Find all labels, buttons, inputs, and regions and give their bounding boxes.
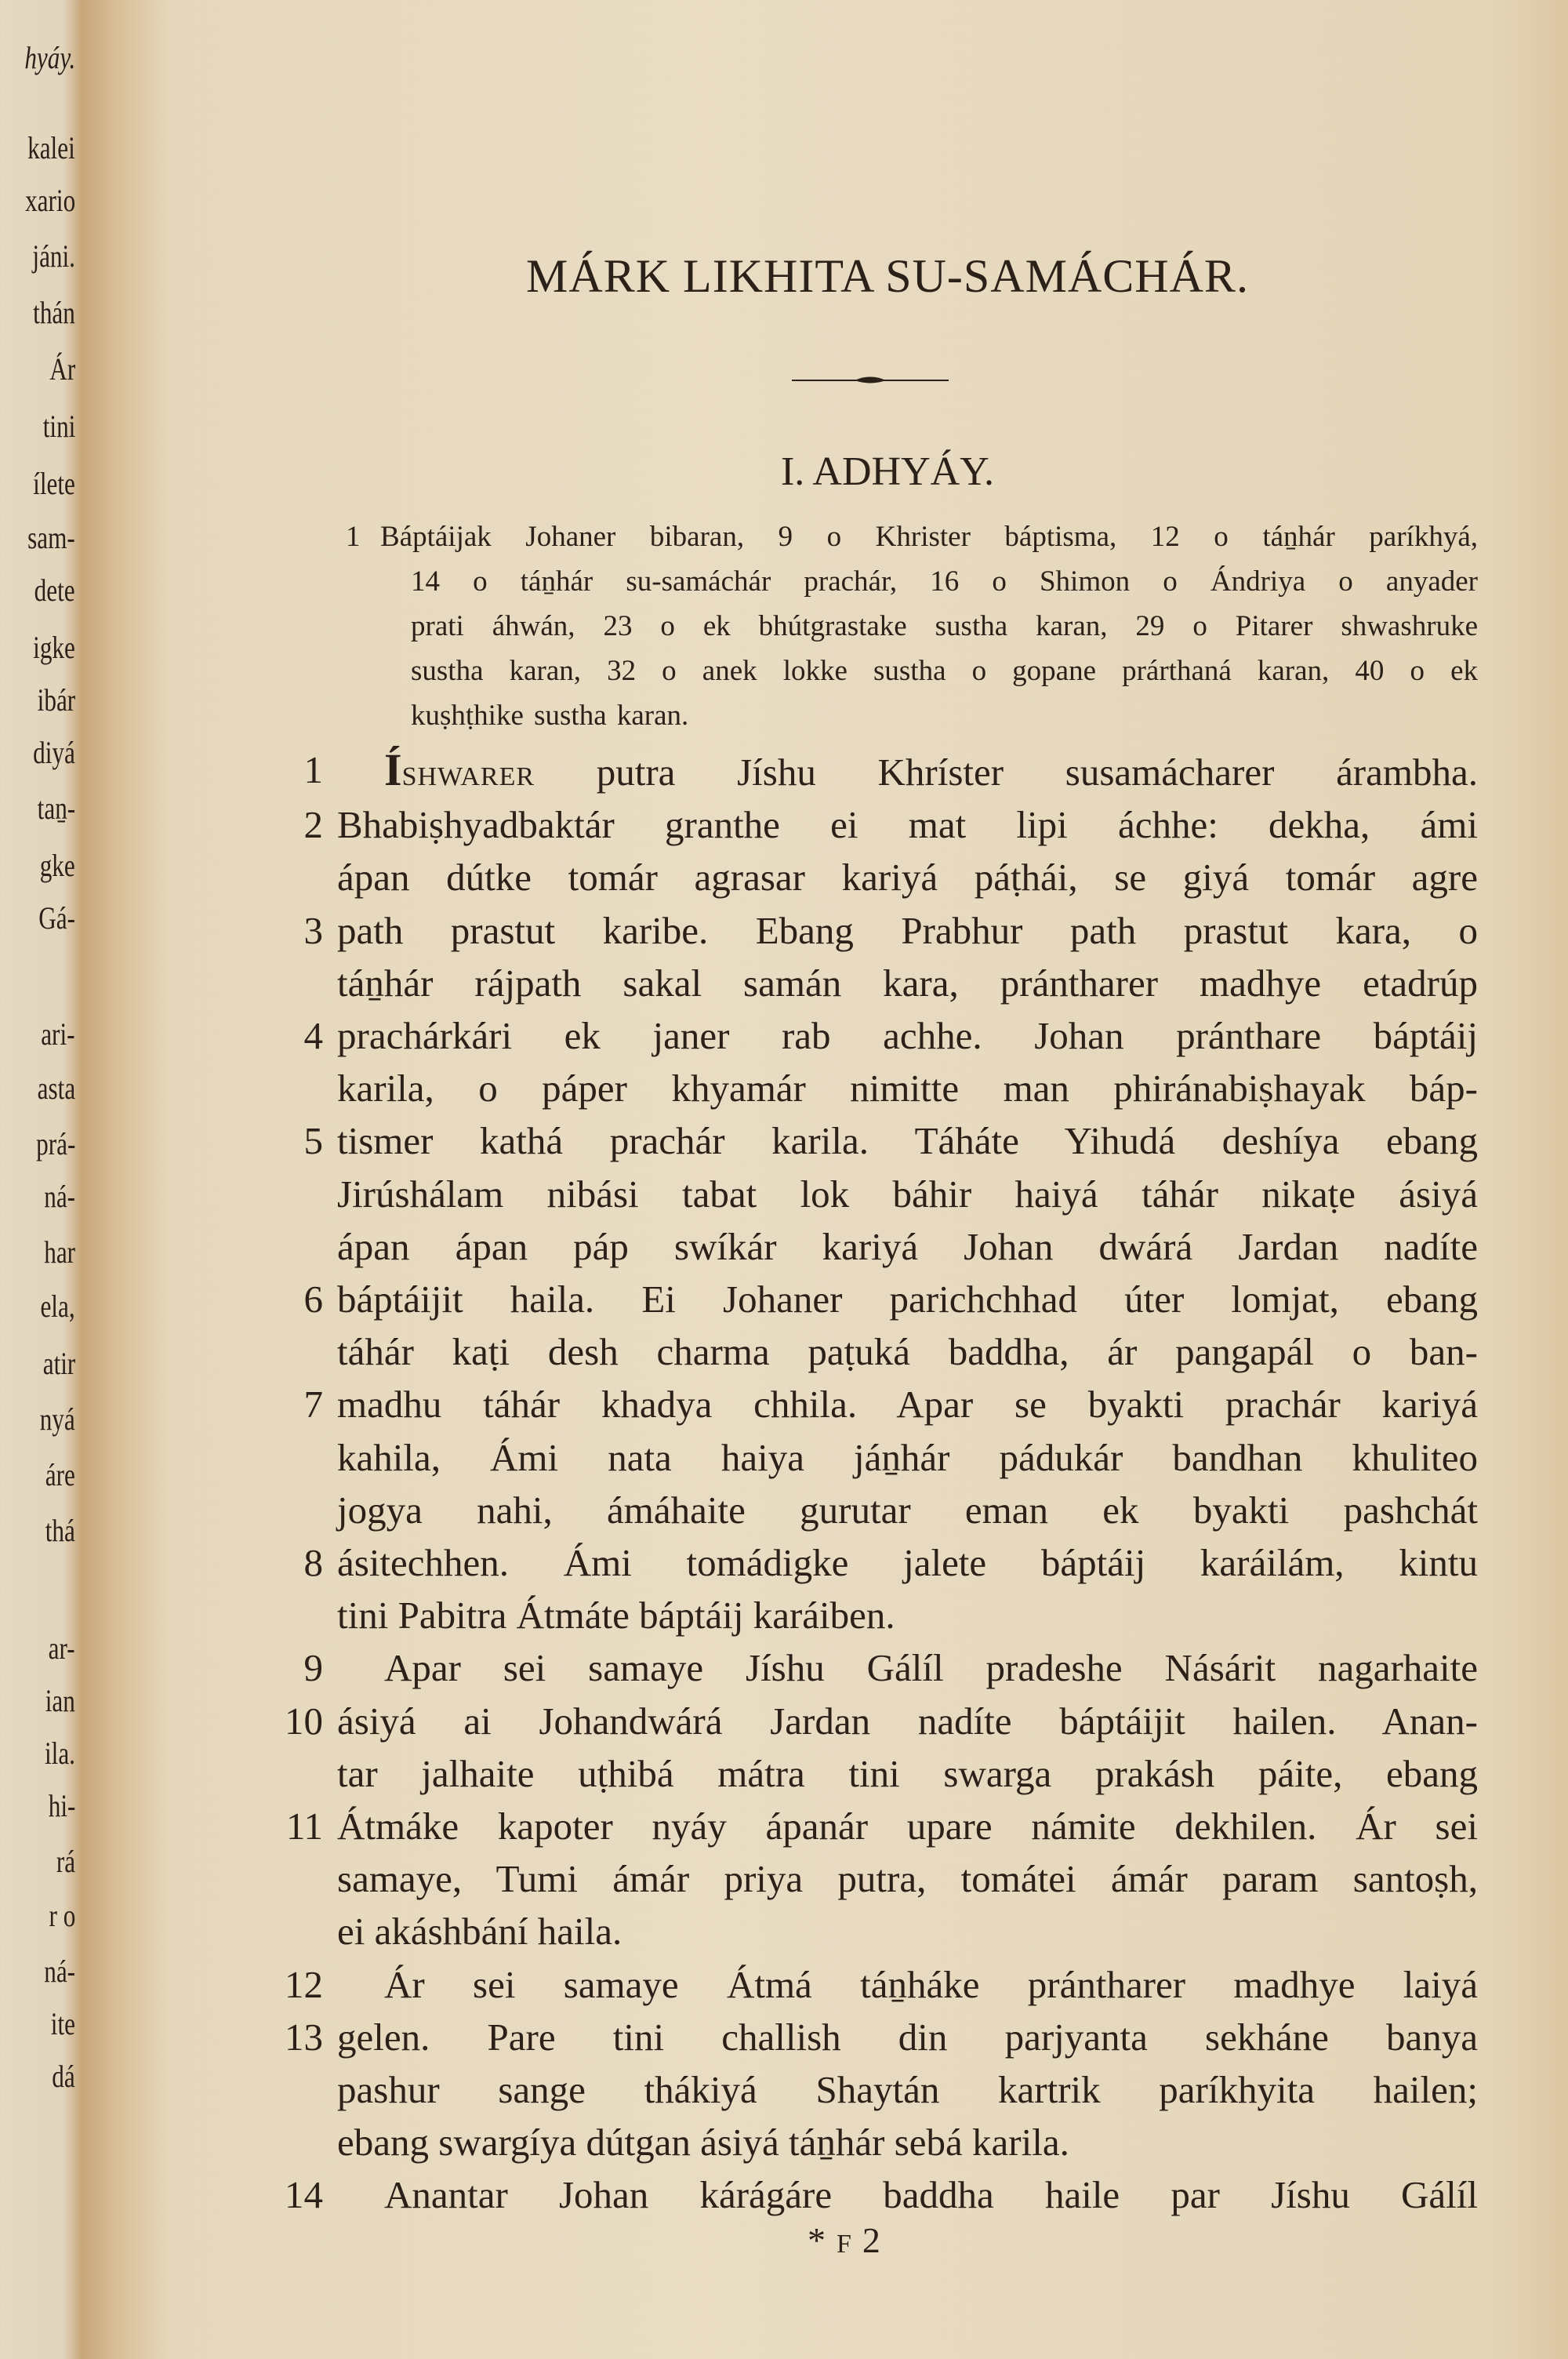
verse-number	[260, 1852, 337, 1905]
verse-number: 13	[285, 2015, 323, 2059]
verse-number: 1	[303, 748, 323, 791]
fragment: har	[44, 1234, 75, 1270]
text-line: ei akáshbání haila.	[337, 1910, 622, 1954]
fragment: rá	[56, 1844, 75, 1879]
verse-number	[260, 1431, 337, 1484]
text-line: ápan dútke tomár agrasar kariyá páṭhái, se giyá tomár agre	[337, 856, 1478, 900]
verse-number: 8	[303, 1541, 323, 1585]
summary-line: prati áhwán, 23 o ek bhútgrastake sustha karan, 29 o Pitarer shwashruke	[411, 610, 1478, 642]
facing-page-fragments	[0, 0, 75, 2359]
fragment: dete	[34, 572, 75, 608]
signature-letter: F	[837, 2230, 851, 2259]
text-line: tismer kathá prachár karila. Táháte Yihudá deshíya ebang	[337, 1119, 1478, 1163]
text-line: táṉhár rájpath sakal samán kara, prántharer madhye etadrúp	[337, 961, 1478, 1005]
fragment: áre	[45, 1457, 75, 1492]
verse-number	[260, 1325, 337, 1378]
text-line: tini Pabitra Átmáte báptáij karáiben.	[337, 1594, 895, 1637]
text-line: kahila, Ámi nata haiya jáṉhár pádukár bandhan khuliteo	[337, 1435, 1478, 1479]
text-line: Ár sei samaye Átmá táṉháke prántharer madhye laiyá	[384, 1962, 1478, 2006]
text-line: ásiyá ai Johandwárá Jardan nadíte báptáijit hailen. Anan-	[337, 1699, 1478, 1743]
fragment: asta	[37, 1070, 75, 1106]
fragment: ela,	[40, 1289, 75, 1324]
fragment: ílete	[33, 466, 75, 501]
fragment: tini	[42, 409, 75, 444]
summary-line: Báptáijak Johaner bibaran, 9 o Khrister báptisma, 12 o táṉhár paríkhyá,	[380, 521, 1478, 553]
fragment: sam-	[27, 520, 75, 555]
summary-line: kuṣhṭhike sustha karan.	[411, 700, 689, 732]
fragment: r o	[49, 1898, 75, 1933]
verse-number	[260, 2116, 337, 2168]
fragment: ian	[45, 1683, 75, 1718]
summary-line: sustha karan, 32 o anek lokke sustha o gopane prárthaná karan, 40 o ek	[411, 655, 1478, 687]
verse-number	[260, 1220, 337, 1273]
text-line: ebang swargíya dútgan ásiyá táṉhár sebá karila.	[337, 2121, 1069, 2165]
summary-number: 1	[346, 521, 361, 553]
text-line: madhu táhár khadya chhila. Apar se byakti prachár kariyá	[337, 1383, 1478, 1427]
text-line: Apar sei samaye Jíshu Gálíl pradeshe Násárit nagarhaite	[384, 1646, 1478, 1690]
fragment: Gá-	[38, 900, 75, 936]
fragment: ar-	[48, 1630, 75, 1666]
verse-number	[260, 1062, 337, 1114]
small-caps-word: shwarer	[401, 751, 535, 794]
verse-number	[260, 851, 337, 903]
text-line: Átmáke kapoter nyáy ápanár upare námite dekhilen. Ár sei	[337, 1805, 1478, 1848]
fragment: kalei	[27, 130, 75, 165]
fragment: igke	[33, 630, 75, 665]
signature-mark	[808, 2219, 880, 2261]
fragment: gke	[39, 848, 75, 883]
fragment: taṉ-	[37, 791, 75, 826]
verse-number: 6	[303, 1278, 323, 1321]
text-line: gelen. Pare tini challish din parjyanta sekháne banya	[337, 2015, 1478, 2059]
verse-number: 14	[285, 2173, 323, 2217]
text-line: karila, o páper khyamár nimitte man phiránabiṣhayak báp-	[337, 1067, 1478, 1110]
footer-star: *	[808, 2220, 826, 2260]
text-line: samaye, Tumi ámár priya putra, tomátei ámár param santoṣh,	[337, 1857, 1478, 1901]
text-line: path prastut karibe. Ebang Prabhur path prastut kara, o	[337, 908, 1478, 952]
page-title: MÁRK LIKHITA SU-SAMÁCHÁR.	[526, 250, 1249, 302]
text-line: jogya nahi, ámáhaite gurutar eman ek byakti pashchát	[337, 1488, 1478, 1532]
text-line: táhár kaṭi desh charma paṭuká baddha, ár pangapál o ban-	[337, 1330, 1478, 1374]
text-line-rest: putra Jíshu Khríster susamácharer árambha.	[535, 751, 1478, 794]
fragment: ná-	[44, 1954, 75, 1989]
text-line: ápan ápan páp swíkár kariyá Johan dwárá Jardan nadíte	[337, 1224, 1478, 1268]
fragment: dá	[52, 2059, 75, 2094]
fragment: hi-	[48, 1788, 75, 1823]
fragment: ari-	[41, 1016, 75, 1052]
verse-number	[260, 2063, 337, 2116]
verse-number: 12	[285, 1962, 323, 2006]
verse-number: 10	[285, 1699, 323, 1743]
verse-number	[260, 1168, 337, 1220]
verse-number	[260, 1484, 337, 1536]
fragment: nyá	[39, 1401, 75, 1437]
fragment: ite	[50, 2006, 75, 2041]
text-line: tar jalhaite uṭhibá mátra tini swarga prakásh páite, ebang	[337, 1751, 1478, 1795]
fragment: thá	[45, 1513, 75, 1548]
text-line: pashur sange thákiyá Shaytán kartrik paríkhyita hailen;	[337, 2068, 1478, 2112]
summary-line: 14 o táṉhár su-samáchár prachár, 16 o Shimon o Ándriya o anyader	[411, 565, 1478, 598]
text-line: Anantar Johan kárágáre baddha haile par Jíshu Gálíl	[384, 2173, 1478, 2217]
text-line	[337, 743, 1478, 798]
fragment: xario	[24, 183, 75, 218]
chapter-heading: I. ADHYÁY.	[780, 449, 995, 494]
fragment: Ár	[49, 351, 75, 387]
text-line: Bhabiṣhyadbaktár granthe ei mat lipi áchhe: dekha, ámi	[337, 803, 1478, 847]
ornament-rule-icon	[792, 375, 949, 386]
verse-number	[260, 1747, 337, 1800]
fragment: prá-	[35, 1126, 75, 1161]
fragment: ibár	[37, 682, 75, 718]
fragment: ná-	[44, 1179, 75, 1214]
verse-number	[260, 957, 337, 1009]
signature-number: 2	[862, 2220, 880, 2260]
verse-number: 2	[303, 803, 323, 847]
fragment: jáni.	[32, 238, 75, 274]
verse-number: 3	[303, 908, 323, 952]
text-line: prachárkári ek janer rab achhe. Johan pránthare báptáij	[337, 1014, 1478, 1058]
chapter-summary	[346, 514, 1478, 738]
verse-number: 5	[303, 1119, 323, 1163]
verse-number: 4	[303, 1014, 323, 1058]
fragment: atir	[42, 1346, 75, 1381]
text-line: báptáijit haila. Ei Johaner parichchhad úter lomjat, ebang	[337, 1278, 1478, 1321]
scripture-text	[260, 743, 1478, 2222]
text-line: ásitechhen. Ámi tomádigke jalete báptáij karáilám, kintu	[337, 1541, 1478, 1585]
fragment: ila.	[45, 1736, 75, 1771]
verse-number	[260, 1589, 337, 1641]
fragment: hyáy.	[24, 40, 75, 75]
verse-number: 9	[303, 1646, 323, 1690]
verse-number	[260, 1905, 337, 1957]
verse-number: 7	[303, 1383, 323, 1427]
verse-number: 11	[285, 1805, 323, 1848]
fragment: diyá	[33, 735, 75, 770]
text-line: Jirúshálam nibási tabat lok báhir haiyá táhár nikaṭe ásiyá	[337, 1172, 1478, 1216]
fragment: thán	[33, 295, 75, 330]
drop-cap: Í	[384, 744, 402, 795]
